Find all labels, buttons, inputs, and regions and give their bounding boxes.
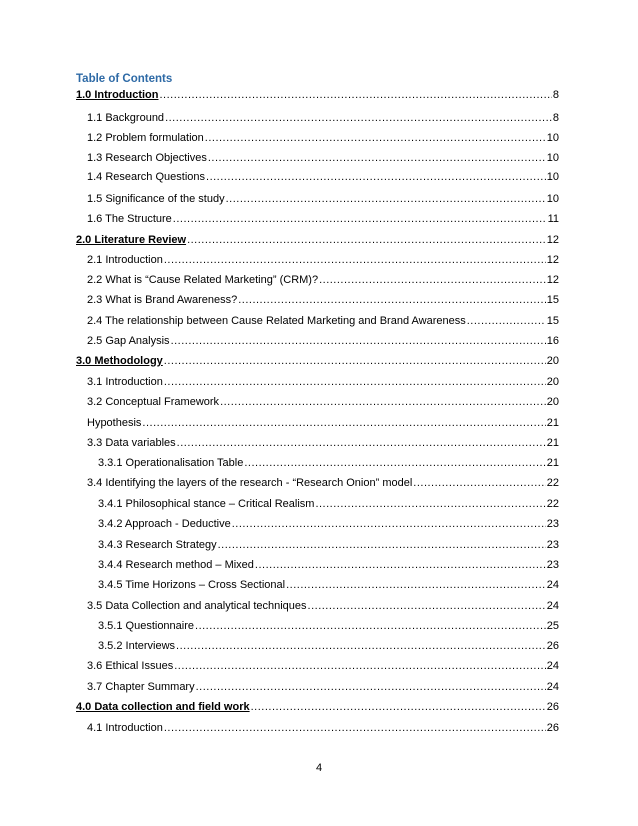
- toc-entry-label: 3.3 Data variables: [87, 437, 176, 449]
- toc-entry-page: 23: [546, 539, 559, 551]
- toc-entry-page: 20: [546, 355, 559, 367]
- toc-entry-page: 12: [546, 254, 559, 266]
- toc-entry-label: 1.6 The Structure: [87, 213, 172, 225]
- toc-entry-label: 3.0 Methodology: [76, 355, 163, 367]
- toc-entry[interactable]: [87, 375, 559, 389]
- toc-entry[interactable]: [76, 354, 559, 368]
- toc-entry-page: 8: [552, 89, 559, 101]
- toc-entry-page: 21: [546, 457, 559, 469]
- page-number: 4: [315, 762, 323, 774]
- toc-entry-label: 3.4.2 Approach - Deductive: [98, 518, 231, 530]
- toc-entry[interactable]: [87, 111, 559, 125]
- toc-entry-label: 3.4.5 Time Horizons – Cross Sectional: [98, 579, 286, 591]
- toc-entry-page: 12: [546, 274, 559, 286]
- toc-entry[interactable]: [87, 334, 559, 348]
- toc-entry-label: Hypothesis: [87, 417, 142, 429]
- toc-entry-page: 21: [546, 417, 559, 429]
- toc-entry-page: 26: [546, 640, 559, 652]
- toc-title: Table of Contents: [76, 73, 173, 85]
- toc-entry-label: 3.1 Introduction: [87, 376, 163, 388]
- toc-entry-page: 15: [546, 294, 559, 306]
- toc-entry[interactable]: [87, 659, 559, 673]
- toc-entry[interactable]: [98, 558, 559, 572]
- toc-entry-label: 3.4 Identifying the layers of the research - “Research Onion” model: [87, 477, 413, 489]
- toc-entry-label: 1.1 Background: [87, 112, 165, 124]
- toc-entry-page: 10: [546, 171, 559, 183]
- toc-entry-label: 3.5.2 Interviews: [98, 640, 176, 652]
- toc-entry[interactable]: [87, 599, 559, 613]
- toc-entry-label: 3.7 Chapter Summary: [87, 681, 195, 693]
- toc-entry-page: 12: [546, 234, 559, 246]
- toc-entry[interactable]: [87, 395, 559, 409]
- toc-entry-page: 25: [546, 620, 559, 632]
- toc-entry-page: 24: [546, 660, 559, 672]
- toc-entry[interactable]: [87, 212, 559, 226]
- toc-entry-label: 1.3 Research Objectives: [87, 152, 207, 164]
- toc-entry-page: 22: [546, 477, 559, 489]
- toc-entry-label: 2.0 Literature Review: [76, 234, 187, 246]
- toc-entry-label: 3.4.4 Research method – Mixed: [98, 559, 254, 571]
- toc-entry[interactable]: [87, 680, 559, 694]
- toc-entry-page: 20: [546, 396, 559, 408]
- toc-entry-page: 10: [546, 132, 559, 144]
- toc-entry[interactable]: [76, 700, 559, 714]
- toc-entry[interactable]: [98, 456, 559, 470]
- toc-entry-label: 3.6 Ethical Issues: [87, 660, 174, 672]
- toc-entry-label: 3.4.3 Research Strategy: [98, 539, 217, 551]
- toc-entry[interactable]: [87, 170, 559, 184]
- toc-entry-page: 10: [546, 193, 559, 205]
- toc-entry-label: 1.4 Research Questions: [87, 171, 206, 183]
- toc-entry-label: 1.0 Introduction: [76, 89, 159, 101]
- toc-entry[interactable]: [76, 233, 559, 247]
- toc-entry-page: 8: [552, 112, 559, 124]
- toc-entry-label: 4.1 Introduction: [87, 722, 163, 734]
- toc-entry-page: 24: [546, 681, 559, 693]
- toc-entry-label: 3.5.1 Questionnaire: [98, 620, 195, 632]
- toc-entry-page: 26: [546, 722, 559, 734]
- toc-entry[interactable]: [98, 517, 559, 531]
- toc-entry-label: 3.4.1 Philosophical stance – Critical Realism: [98, 498, 315, 510]
- toc-entry-label: 3.3.1 Operationalisation Table: [98, 457, 244, 469]
- toc-entry-label: 4.0 Data collection and field work: [76, 701, 250, 713]
- toc-entry-label: 2.4 The relationship between Cause Related Marketing and Brand Awareness: [87, 315, 466, 327]
- toc-entry[interactable]: [87, 131, 559, 145]
- toc-entry-page: 23: [546, 559, 559, 571]
- toc-entry-page: 20: [546, 376, 559, 388]
- toc-entry[interactable]: [87, 151, 559, 165]
- toc-entry-page: 11: [547, 213, 559, 225]
- toc-entry[interactable]: [87, 273, 559, 287]
- toc-entry[interactable]: [87, 721, 559, 735]
- toc-entry-page: 23: [546, 518, 559, 530]
- toc-entry-label: 2.3 What is Brand Awareness?: [87, 294, 238, 306]
- toc-entry-label: 1.5 Significance of the study: [87, 193, 225, 205]
- toc-entry[interactable]: [87, 293, 559, 307]
- toc-entry[interactable]: [87, 314, 559, 328]
- toc-entry-label: 2.2 What is “Cause Related Marketing” (CRM)?: [87, 274, 319, 286]
- toc-entry-page: 26: [546, 701, 559, 713]
- toc-entry-label: 2.5 Gap Analysis: [87, 335, 170, 347]
- toc-entry[interactable]: [98, 497, 559, 511]
- toc-entry[interactable]: [87, 192, 559, 206]
- toc-entry-page: 24: [546, 600, 559, 612]
- toc-entry[interactable]: [76, 88, 559, 102]
- toc-entry-page: 21: [546, 437, 559, 449]
- toc-entry[interactable]: [87, 416, 559, 430]
- toc-entry[interactable]: [87, 436, 559, 450]
- toc-entry-page: 16: [546, 335, 559, 347]
- toc-entry-page: 24: [546, 579, 559, 591]
- toc-entry-page: 22: [546, 498, 559, 510]
- toc-entry-label: 1.2 Problem formulation: [87, 132, 204, 144]
- toc-entry[interactable]: [98, 538, 559, 552]
- toc-entry-page: 10: [546, 152, 559, 164]
- toc-entry-label: 3.5 Data Collection and analytical techniques: [87, 600, 307, 612]
- toc-entry-label: 2.1 Introduction: [87, 254, 163, 266]
- toc-entry[interactable]: [98, 639, 559, 653]
- toc-entry-label: 3.2 Conceptual Framework: [87, 396, 220, 408]
- toc-entry[interactable]: [87, 253, 559, 267]
- toc-entry[interactable]: [87, 476, 559, 490]
- toc-entry[interactable]: [98, 619, 559, 633]
- toc-entry-page: 15: [546, 315, 559, 327]
- toc-entry[interactable]: [98, 578, 559, 592]
